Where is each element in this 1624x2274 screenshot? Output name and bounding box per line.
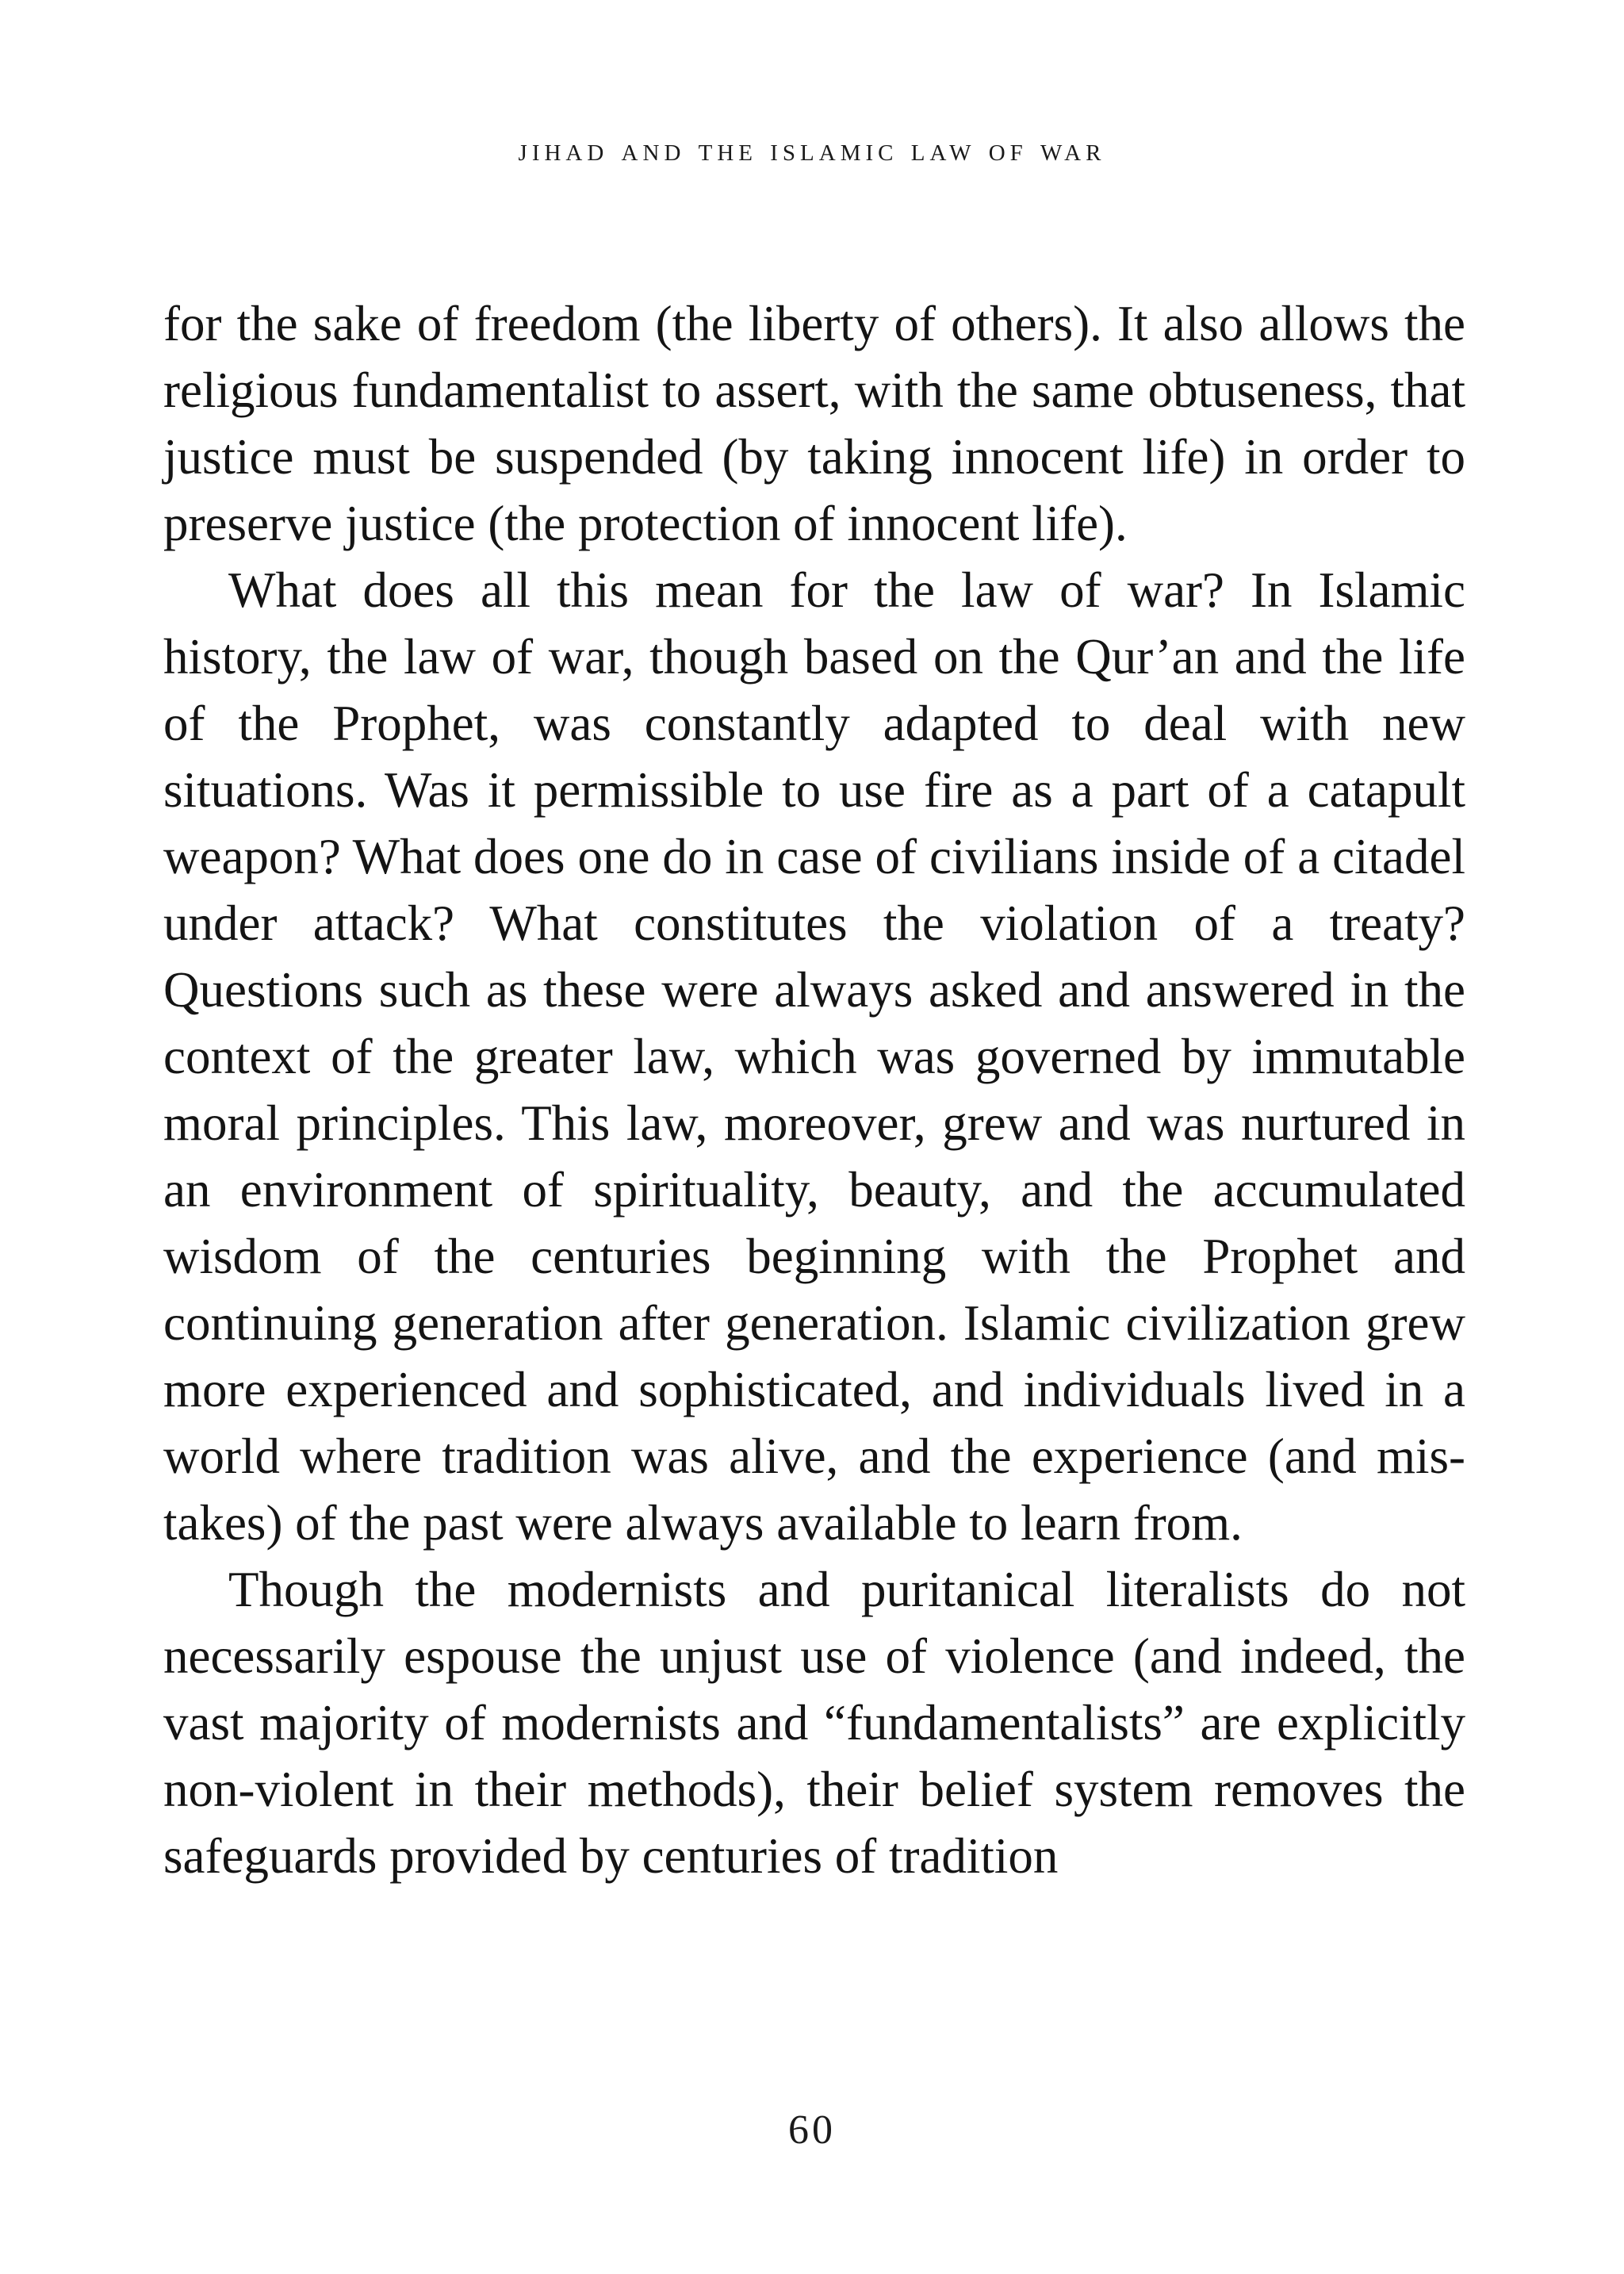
body-text: [163, 290, 1465, 1889]
page-number: 60: [788, 2107, 836, 2153]
paragraph-3: Though the modernists and puritanical literalists do not necessarily espouse the unjust use of violence (and indeed, the vast majority of modernists and “fundamentalists” are explicitly non-violent in their methods), their belief system removes the safeguards provided by centuries of tradition: [163, 1562, 1465, 1884]
running-head: jihad and the islamic law of war: [518, 131, 1106, 167]
paragraph-1: for the sake of freedom (the liberty of others). It also allows the religious fundamentalist to assert, with the same obtuseness, that justice must be suspended (by taking innocent life) in order to preserve justice (the protection of innocent life).: [163, 296, 1465, 551]
paragraph-2: What does all this mean for the law of war? In Islamic history, the law of war, though based on the Qur’an and the life of the Prophet, was constantly adapted to deal with new situations. Was it permissible to use fire as a part of a catapult weapon? What does one do in case of civilians inside of a citadel under attack? What constitutes the violation of a treaty? Questions such as these were always asked and answered in the context of the greater law, which was governed by immutable moral principles. This law, moreover, grew and was nurtured in an environment of spirituality, beauty, and the accumulated wisdom of the centuries beginning with the Prophet and continuing generation after generation. Islamic civilization grew more experienced and sophisticated, and individuals lived in a world where tradition was alive, and the experience (and mistakes) of the past were always available to learn from.: [163, 562, 1465, 1551]
